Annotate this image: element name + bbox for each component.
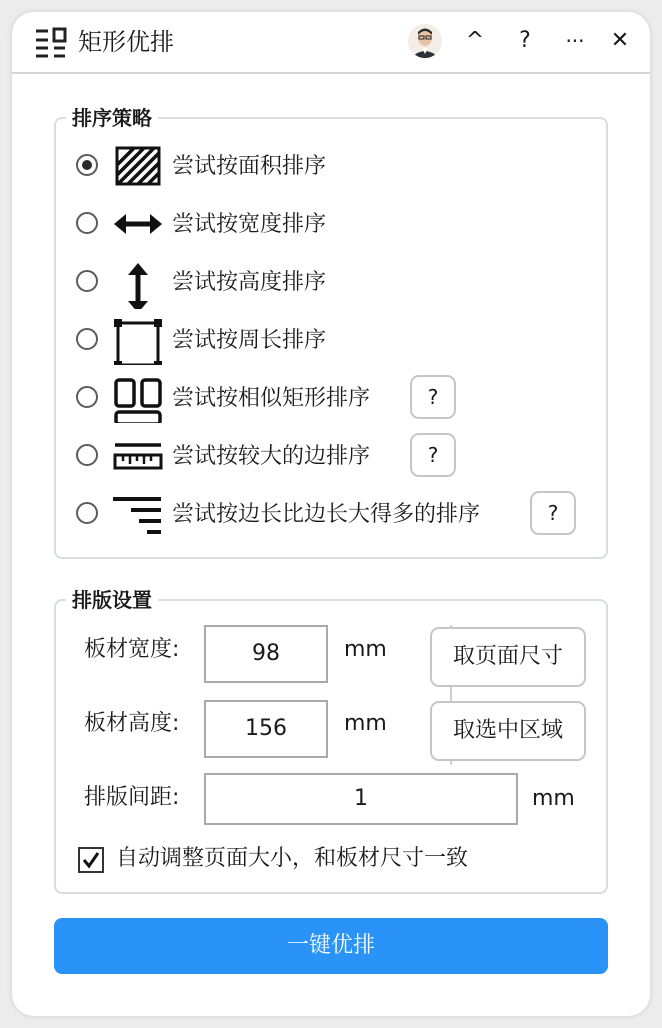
help-button[interactable]: ? (519, 28, 531, 53)
similar-rect-icon (112, 373, 164, 423)
spacing-unit: mm (532, 786, 575, 811)
user-avatar[interactable] (408, 24, 442, 58)
option-sort-perimeter[interactable] (76, 319, 596, 363)
collapse-button[interactable]: ^ (465, 28, 485, 53)
radio-sort-width[interactable] (76, 212, 98, 234)
option-sort-similar-rect[interactable] (76, 377, 596, 421)
auto-resize-label: 自动调整页面大小，和板材尺寸一致 (116, 846, 469, 871)
help-larger-side-button[interactable]: ? (410, 433, 456, 477)
radio-sort-similar-rect[interactable] (76, 386, 98, 408)
spacing-input[interactable]: 1 (204, 773, 518, 825)
sort-strategy-group (54, 106, 608, 559)
height-input[interactable]: 156 (204, 700, 328, 758)
perimeter-icon (112, 315, 164, 365)
help-similar-rect-button[interactable]: ? (410, 375, 456, 419)
width-unit: mm (344, 637, 387, 662)
option-label: 尝试按相似矩形排序 (172, 386, 371, 411)
dialog-window (12, 12, 650, 1016)
spacing-label: 排版间距: (84, 785, 180, 810)
checkmark-icon (82, 851, 100, 869)
layout-settings-legend: 排版设置 (66, 585, 158, 615)
option-label: 尝试按周长排序 (172, 328, 327, 353)
title-bar (12, 12, 650, 74)
one-click-layout-button[interactable]: 一键优排 (54, 918, 608, 974)
layout-settings-group (54, 588, 608, 894)
width-label: 板材宽度: (84, 637, 180, 662)
height-label: 板材高度: (84, 711, 180, 736)
get-page-size-button[interactable]: 取页面尺寸 (430, 627, 586, 687)
option-sort-area[interactable] (76, 145, 596, 189)
height-arrow-icon (112, 255, 164, 309)
radio-sort-aspect-ratio[interactable] (76, 502, 98, 524)
radio-sort-height[interactable] (76, 270, 98, 292)
option-label: 尝试按较大的边排序 (172, 444, 371, 469)
radio-sort-larger-side[interactable] (76, 444, 98, 466)
option-sort-aspect-ratio[interactable] (76, 493, 596, 537)
radio-sort-perimeter[interactable] (76, 328, 98, 350)
area-icon (112, 145, 164, 187)
option-sort-width[interactable] (76, 203, 596, 247)
option-label: 尝试按高度排序 (172, 270, 327, 295)
descending-lines-icon (112, 493, 164, 535)
app-logo-icon (34, 26, 68, 60)
get-selection-area-button[interactable]: 取选中区域 (430, 701, 586, 761)
option-sort-larger-side[interactable] (76, 435, 596, 479)
option-sort-height[interactable] (76, 261, 596, 305)
more-button[interactable]: ··· (565, 29, 585, 53)
height-unit: mm (344, 711, 387, 736)
width-input[interactable]: 98 (204, 625, 328, 683)
help-aspect-ratio-button[interactable]: ? (530, 491, 576, 535)
option-label: 尝试按边长比边长大得多的排序 (172, 502, 481, 527)
radio-sort-area[interactable] (76, 154, 98, 176)
ruler-icon (112, 435, 164, 477)
app-title: 矩形优排 (78, 28, 174, 56)
close-button[interactable]: ✕ (610, 28, 630, 53)
avatar-image (408, 24, 442, 58)
option-label: 尝试按宽度排序 (172, 212, 327, 237)
sort-strategy-legend: 排序策略 (66, 103, 158, 133)
option-label: 尝试按面积排序 (172, 154, 327, 179)
auto-resize-checkbox[interactable] (78, 847, 104, 873)
width-arrow-icon (112, 203, 164, 245)
